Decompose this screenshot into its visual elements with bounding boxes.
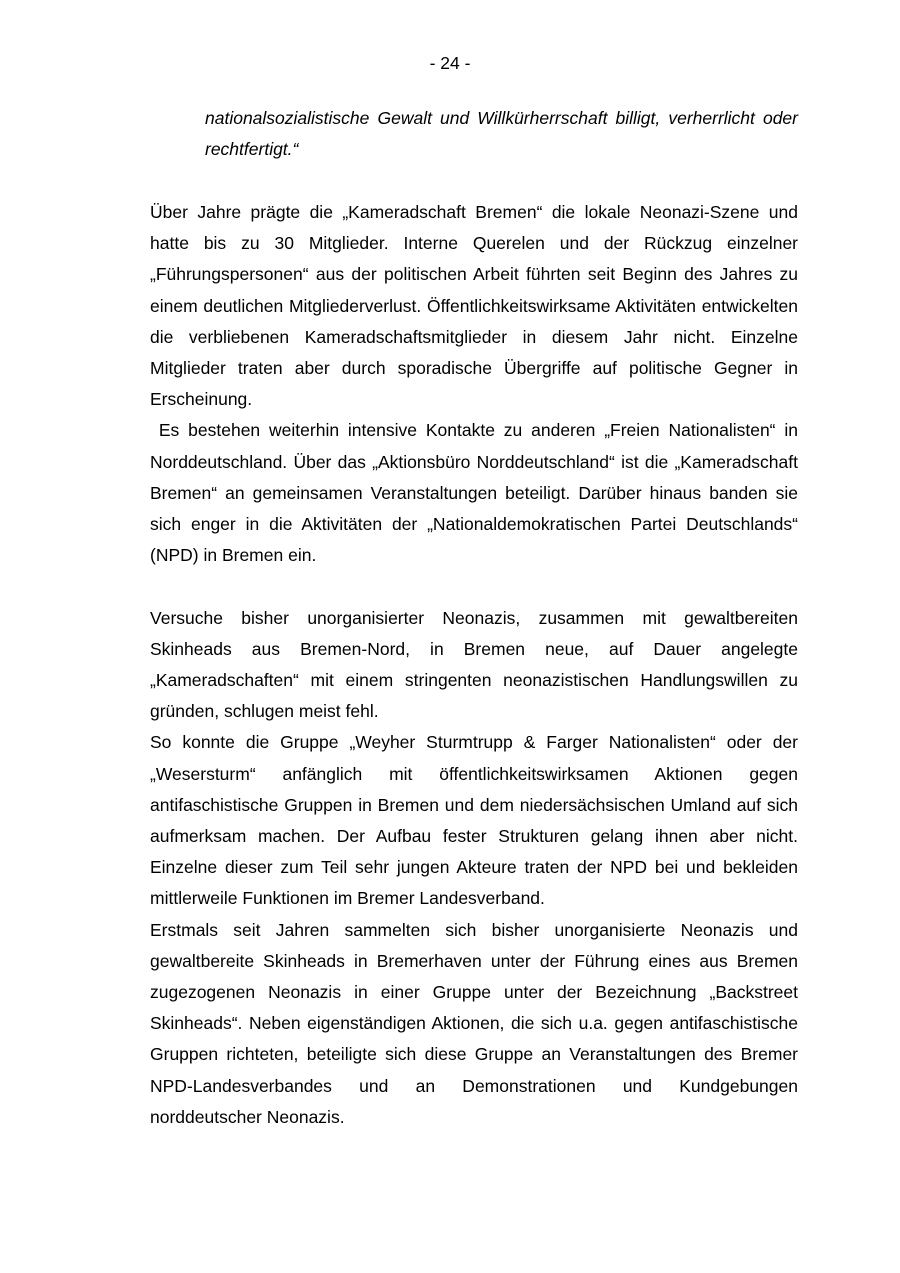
paragraph-new-kameradschaften: Versuche bisher unorganisierter Neonazis, zusammen mit gewaltbereiten Skinheads aus Bremen-Nord, in Bremen neue, auf Dauer angelegte „Kameradschaften“ mit einem stringenten neonazistischen Handlungswillen zu gründen, schlugen meist fehl.: [150, 607, 798, 722]
quote-continuation: nationalsozialistische Gewalt und Willkürherrschaft billigt, verherrlicht oder rechtfertigt.“: [205, 108, 798, 160]
document-body: [150, 197, 803, 1133]
paragraph-kameradschaft-bremen: Über Jahre prägte die „Kameradschaft Bremen“ die lokale Neonazi-Szene und hatte bis zu 30 Mitglieder. Interne Querelen und der Rückzug einzelner „Führungspersonen“ aus der politischen Arbeit führten seit Beginn des Jahres zu einem deutlichen Mitgliederverlust. Öffentlichkeitswirksame Aktivitäten entwickelten die verbliebenen Kameradschaftsmitglieder in diesem Jahr nicht. Einzelne Mitglieder traten aber durch sporadische Übergriffe auf politische Gegner in Erscheinung.: [150, 202, 798, 410]
paragraph-contacts: Es bestehen weiterhin intensive Kontakte zu anderen „Freien Nationalisten“ in Norddeutschland. Über das „Aktionsbüro Norddeutschland“ ist die „Kameradschaft Bremen“ an gemeinsamen Veranstaltungen beteiligt. Darüber hinaus banden sie sich enger in die Aktivitäten der „Nationaldemokratischen Partei Deutschlands“ (NPD) in Bremen ein.: [150, 420, 803, 566]
page-number: - 24 -: [429, 53, 471, 73]
paragraph-backstreet-skinheads: Erstmals seit Jahren sammelten sich bisher unorganisierte Neonazis und gewaltbereite Skinheads in Bremerhaven unter der Führung eines aus Bremen zugezogenen Neonazis in einer Gruppe unter der Bezeichnung „Backstreet Skinheads“. Neben eigenständigen Aktionen, die sich u.a. gegen antifaschistische Gruppen richteten, beteiligte sich diese Gruppe an Veranstaltungen des Bremer NPD-Landesverbandes und an Demonstrationen und Kundgebungen norddeutscher Neonazis.: [150, 919, 798, 1127]
paragraph-weyher-sturmtrupp: So konnte die Gruppe „Weyher Sturmtrupp & Farger Nationalisten“ oder der „Wesersturm“ anfänglich mit öffentlichkeitswirksamen Aktionen gegen antifaschistische Gruppen in Bremen und dem niedersächsischen Umland auf sich aufmerksam machen. Der Aufbau fester Strukturen gelang ihnen aber nicht. Einzelne dieser zum Teil sehr jungen Akteure traten der NPD bei und bekleiden mittlerweile Funktionen im Bremer Landesverband.: [150, 732, 798, 909]
